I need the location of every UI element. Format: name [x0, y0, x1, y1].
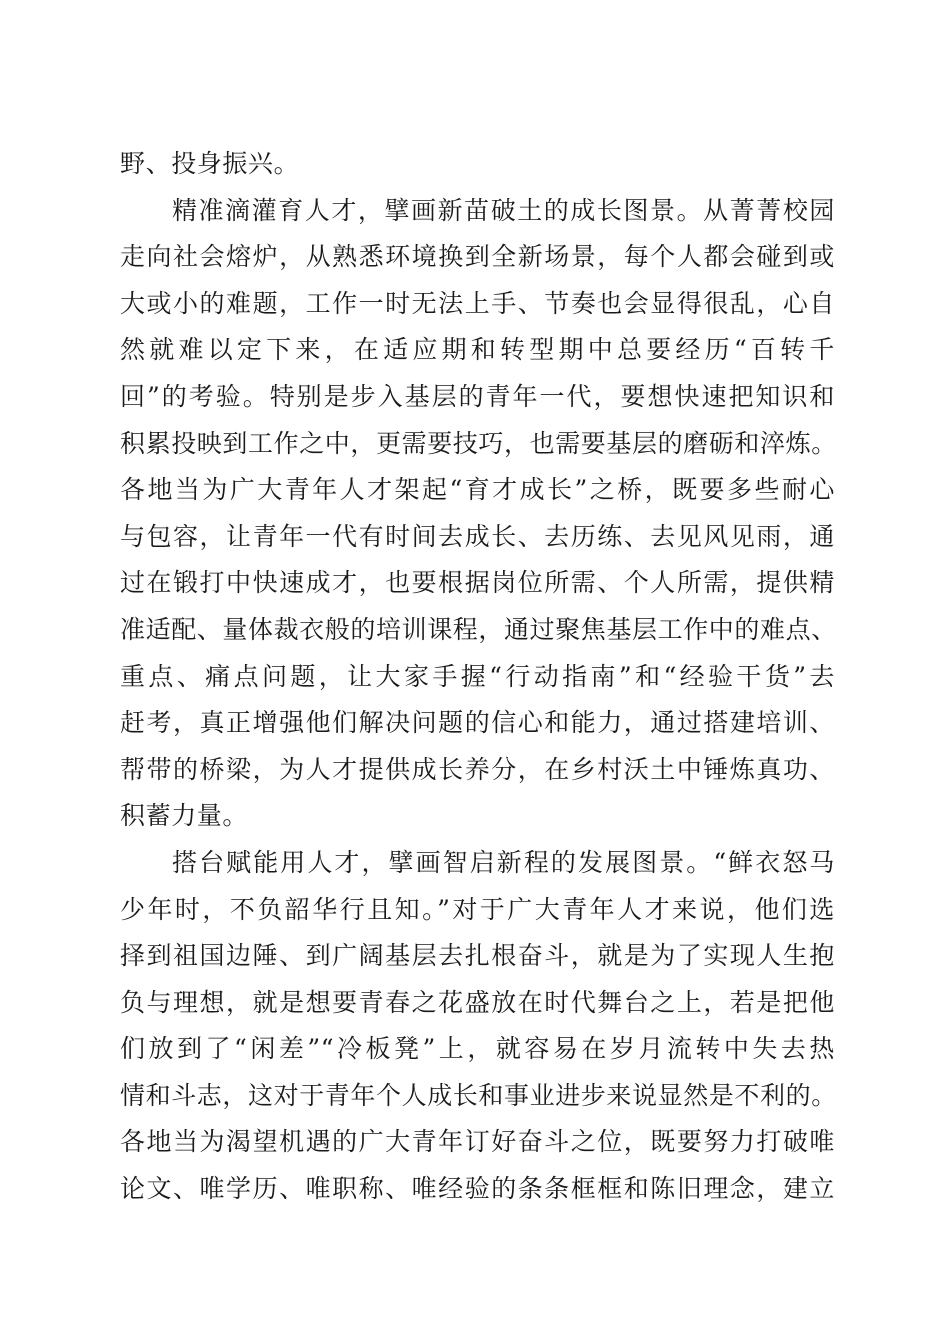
text-line: 各地当为渴望机遇的广大青年订好奋斗之位，既要努力打破唯	[120, 1127, 835, 1157]
body-text	[120, 141, 835, 1213]
paragraph-first-line: 搭台赋能用人才，擘画智启新程的发展图景。“鲜衣怒马	[172, 847, 835, 877]
paragraph-first-line: 精准滴灌育人才，擘画新苗破土的成长图景。从菁菁校园	[172, 195, 835, 225]
text-line: 然就难以定下来，在适应期和转型期中总要经历“百转千	[120, 335, 835, 365]
text-line: 论文、唯学历、唯职称、唯经验的条条框框和陈旧理念，建立	[120, 1174, 835, 1204]
text-line: 准适配、量体裁衣般的培训课程，通过聚焦基层工作中的难点、	[120, 614, 837, 644]
text-line: 赶考，真正增强他们解决问题的信心和能力，通过搭建培训、	[120, 708, 835, 738]
text-line: 回”的考验。特别是步入基层的青年一代，要想快速把知识和	[120, 381, 835, 411]
text-line: 野、投身振兴。	[120, 149, 300, 178]
text-line: 少年时，不负韶华行且知。”对于广大青年人才来说，他们选	[120, 894, 835, 924]
text-line: 重点、痛点问题，让大家手握“行动指南”和“经验干货”去	[120, 661, 835, 691]
text-line: 择到祖国边陲、到广阔基层去扎根奋斗，就是为了实现人生抱	[120, 941, 835, 971]
text-line: 与包容，让青年一代有时间去成长、去历练、去见风见雨，通	[120, 521, 835, 551]
text-line: 走向社会熔炉，从熟悉环境换到全新场景，每个人都会碰到或	[120, 242, 835, 272]
paragraph-last-line: 积蓄力量。	[120, 801, 249, 831]
text-line: 负与理想，就是想要青春之花盛放在时代舞台之上，若是把他	[120, 987, 835, 1017]
text-line: 情和斗志，这对于青年个人成长和事业进步来说显然是不利的。	[120, 1080, 837, 1110]
text-line: 帮带的桥梁，为人才提供成长养分，在乡村沃土中锤炼真功、	[120, 754, 835, 784]
text-line: 各地当为广大青年人才架起“育才成长”之桥，既要多些耐心	[120, 475, 835, 505]
text-line: 大或小的难题，工作一时无法上手、节奏也会显得很乱，心自	[120, 288, 835, 318]
text-line: 积累投映到工作之中，更需要技巧，也需要基层的磨砺和淬炼。	[120, 428, 837, 458]
text-line: 过在锻打中快速成才，也要根据岗位所需、个人所需，提供精	[120, 568, 835, 598]
text-line: 们放到了“闲差”“冷板凳”上，就容易在岁月流转中失去热	[120, 1034, 835, 1064]
